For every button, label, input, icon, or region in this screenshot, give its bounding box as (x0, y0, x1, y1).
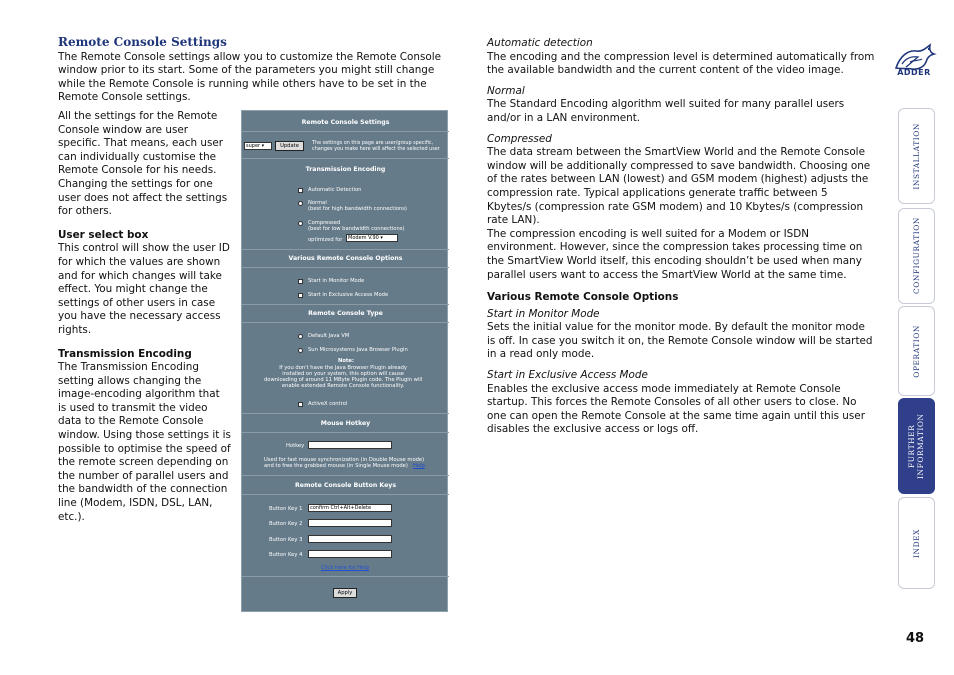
left-narrow-column (58, 110, 231, 524)
button-key-3-input[interactable] (308, 535, 392, 543)
auto-detect-checkbox[interactable] (298, 188, 303, 193)
monitor-mode-heading: Start in Monitor Mode (487, 307, 600, 320)
monitor-mode-paragraph: Sets the initial value for the monitor mode. By default the monitor mode is off. In case you switch it on, the Remote Console window will be started in a read only mode. (487, 321, 873, 361)
note-text: If you don't have the Java Browser Plugin already installed on your system, this option will cause downloading of around 11 MByte Plugin code. The Plugin will enable extended Remote Console functionality. (264, 365, 423, 390)
button-keys-heading: Remote Console Button Keys (294, 482, 396, 489)
panel-title: Remote Console Settings (301, 119, 390, 126)
normal-heading: Normal (487, 84, 525, 97)
tab-installation[interactable]: INSTALLATION (898, 108, 935, 204)
sun-plugin-label: Sun Microsystems Java Browser Plugin (308, 347, 408, 353)
modem-select[interactable]: Modem V.90 ▾ (346, 234, 398, 242)
adder-logo-text: ADDER (897, 68, 931, 77)
compressed-paragraph-1: The data stream between the SmartView World and the Remote Console window will be additionally compressed to save bandwidth. Choosing one of the rates between LAN (lowest) and GSM modem (highest) adjusts the compression rate. Typical applications generate traffic between 5 Kbytes/s (compression rate GSM modem) and 10 Kbytes/s (compression rate LAN). (487, 146, 871, 227)
button-key-4-label: Button Key 4 (269, 552, 303, 558)
activex-label: ActiveX control (308, 401, 348, 407)
compressed-heading: Compressed (487, 132, 552, 145)
right-column (487, 37, 875, 437)
auto-detect-label: Automatic Detection (308, 187, 362, 193)
user-select-heading: User select box (58, 228, 149, 241)
compressed-sub-label: (best for low bandwidth connections) (308, 226, 405, 232)
user-specific-paragraph: All the settings for the Remote Console window are user specific. That means, each user can individually customise the Remote Console for his needs. Changing the settings for one user does not affect the settings for others. (58, 110, 228, 218)
compressed-label: Compressed (308, 220, 341, 226)
intro-paragraph: The Remote Console settings allow you to customize the Remote Console window prior to its start. Some of the parameters you might still change while the Remote Console is running while others have to be set in the Remote Console settings. (58, 50, 442, 104)
tab-further-information[interactable]: FURTHER INFORMATION (898, 398, 935, 494)
button-key-2-label: Button Key 2 (269, 521, 303, 527)
button-key-1-input[interactable]: confirm Ctrl+Alt+Delete (308, 504, 392, 512)
help-link[interactable]: Help (413, 463, 425, 469)
user-select[interactable]: super ▾ (244, 142, 272, 150)
compressed-paragraph-2: The compression encoding is well suited for a Modem or ISDN environment. However, since the compression takes processing time on the SmartView World itself, this encoding shouldn’t be used when many parallel users want to access the SmartView World at the same time. (487, 227, 863, 281)
console-type-heading: Remote Console Type (308, 310, 383, 317)
user-select-paragraph: This control will show the user ID for which the values are shown and for which changes will take effect. You might change the settings of other users in case you have the necessary access rights. (58, 242, 230, 336)
auto-detect-paragraph: The encoding and the compression level is determined automatically from the available bandwidth and the current content of the video image. (487, 50, 875, 77)
hotkey-note: Used for fast mouse synchronization (in Double Mouse mode) and to free the grabbed mouse (in Single Mouse mode) (264, 457, 425, 469)
button-key-2-input[interactable] (308, 519, 392, 527)
tab-operation[interactable]: OPERATION (898, 306, 935, 396)
tab-configuration[interactable]: CONFIGURATION (898, 208, 935, 304)
button-key-1-label: Button Key 1 (269, 506, 303, 512)
apply-button[interactable]: Apply (333, 588, 357, 598)
section-title: Remote Console Settings (58, 35, 227, 49)
normal-radio[interactable] (298, 201, 303, 206)
transmission-encoding-heading: Transmission Encoding (305, 166, 386, 173)
java-vm-label: Default Java VM (308, 333, 350, 339)
sun-plugin-radio[interactable] (298, 348, 303, 353)
various-options-heading: Various Remote Console Options (288, 255, 403, 262)
page-number: 48 (906, 631, 925, 646)
button-key-3-label: Button Key 3 (269, 537, 303, 543)
normal-sub-label: (best for high bandwidth connections) (308, 206, 407, 212)
settings-screenshot (241, 110, 448, 612)
mouse-hotkey-heading: Mouse Hotkey (320, 420, 371, 427)
user-note: The settings on this page are user/group specific, changes you make here will affect the selected user (312, 140, 440, 152)
activex-checkbox[interactable] (298, 402, 303, 407)
auto-detect-heading: Automatic detection (487, 37, 593, 49)
exclusive-mode-heading: Start in Exclusive Access Mode (487, 369, 648, 382)
hotkey-input[interactable] (308, 441, 392, 449)
normal-label: Normal (308, 200, 327, 206)
exclusive-mode-checkbox[interactable] (298, 293, 303, 298)
exclusive-mode-label: Start in Exclusive Access Mode (308, 292, 389, 298)
note-heading: Note: (338, 358, 354, 364)
tab-index[interactable]: INDEX (898, 497, 935, 589)
normal-paragraph: The Standard Encoding algorithm well suited for many parallel users and/or in a LAN environment. (487, 98, 845, 124)
click-here-help-link[interactable]: Click here for Help (321, 565, 369, 571)
compressed-radio[interactable] (298, 221, 303, 226)
various-options-heading-text: Various Remote Console Options (487, 291, 679, 304)
java-vm-radio[interactable] (298, 334, 303, 339)
transmission-heading: Transmission Encoding (58, 347, 192, 360)
transmission-paragraph: The Transmission Encoding setting allows changing the image-encoding algorithm that is used to transmit the video data to the Remote Console window. Using those settings it is possible to optimise the speed of the remote screen depending on the number of parallel users and the bandwidth of the connection line (Modem, ISDN, DSL, LAN, etc.). (58, 361, 231, 523)
optimized-for-label: optimized for (308, 237, 343, 243)
hotkey-label: Hotkey (286, 443, 305, 449)
button-key-4-input[interactable] (308, 550, 392, 558)
monitor-mode-label: Start in Monitor Mode (308, 278, 365, 284)
exclusive-mode-paragraph: Enables the exclusive access mode immediately at Remote Console startup. This forces the Remote Consoles of all other users to close. No one can open the Remote Console at the same time again until this user disables the exclusive access or logs off. (487, 382, 865, 436)
update-button[interactable]: Update (275, 141, 304, 151)
monitor-mode-checkbox[interactable] (298, 279, 303, 284)
